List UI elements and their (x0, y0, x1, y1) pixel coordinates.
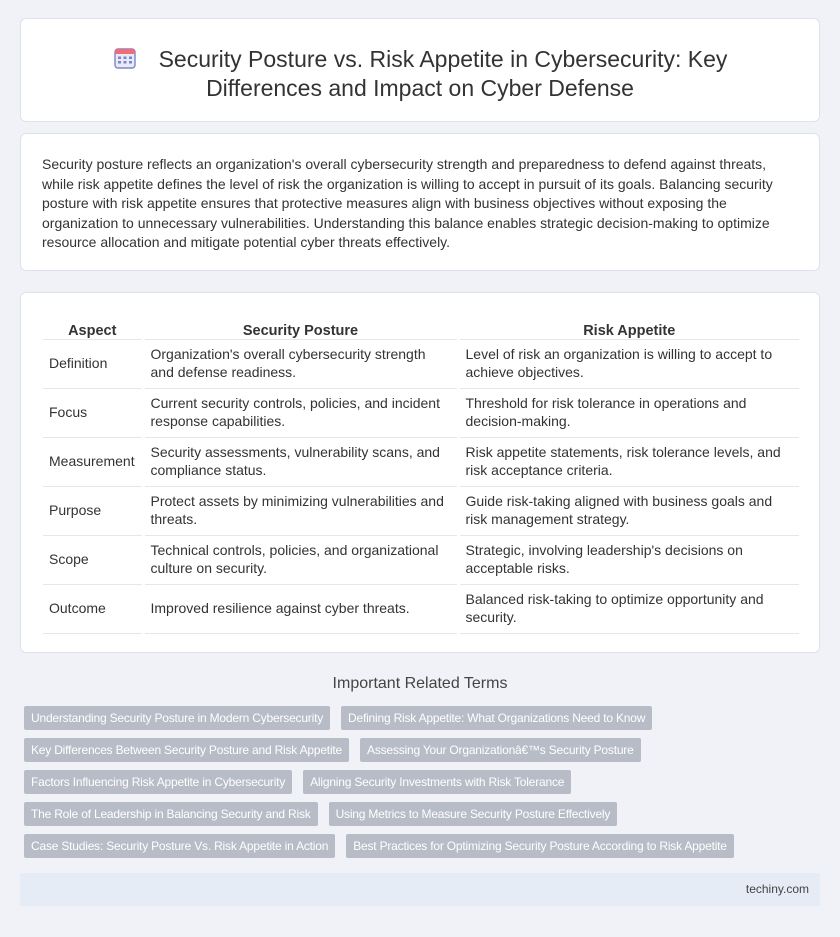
page-title: Security Posture vs. Risk Appetite in Cybersecurity: Key Differences and Impact on Cyber Defense (158, 46, 728, 101)
table-row (43, 535, 799, 584)
related-term-link[interactable]: Defining Risk Appetite: What Organizations Need to Know (341, 706, 652, 730)
related-term-link[interactable]: The Role of Leadership in Balancing Security and Risk (24, 802, 318, 826)
footer-site-link[interactable]: techiny.com (745, 882, 809, 896)
table-row (43, 339, 799, 388)
security-posture-cell: Improved resilience against cyber threats. (143, 584, 458, 633)
table-header-row (43, 315, 799, 339)
related-term-link[interactable]: Using Metrics to Measure Security Posture Effectively (329, 802, 618, 826)
aspect-cell: Definition (43, 339, 143, 388)
risk-appetite-cell: Threshold for risk tolerance in operations and decision-making. (458, 388, 799, 437)
title-card (20, 18, 820, 122)
related-term-link[interactable]: Factors Influencing Risk Appetite in Cybersecurity (24, 770, 292, 794)
risk-appetite-cell: Strategic, involving leadership's decisions on acceptable risks. (458, 535, 799, 584)
aspect-cell: Outcome (43, 584, 143, 633)
related-term-link[interactable]: Key Differences Between Security Posture and Risk Appetite (24, 738, 349, 762)
related-term-link[interactable]: Case Studies: Security Posture Vs. Risk Appetite in Action (24, 834, 335, 858)
tag-row (24, 834, 804, 866)
security-posture-cell: Current security controls, policies, and incident response capabilities. (143, 388, 458, 437)
related-terms-list (24, 706, 804, 866)
table-row (43, 486, 799, 535)
security-posture-cell: Technical controls, policies, and organizational culture on security. (143, 535, 458, 584)
risk-appetite-cell: Balanced risk-taking to optimize opportunity and security. (458, 584, 799, 633)
header-risk-appetite: Risk Appetite (458, 315, 799, 339)
security-posture-cell: Organization's overall cybersecurity strength and defense readiness. (143, 339, 458, 388)
risk-appetite-cell: Level of risk an organization is willing to accept to achieve objectives. (458, 339, 799, 388)
related-term-link[interactable]: Best Practices for Optimizing Security Posture According to Risk Appetite (346, 834, 734, 858)
table-row (43, 388, 799, 437)
related-terms-heading: Important Related Terms (332, 675, 508, 692)
comparison-card (20, 292, 820, 653)
security-posture-cell: Protect assets by minimizing vulnerabilities and threats. (143, 486, 458, 535)
risk-appetite-cell: Risk appetite statements, risk tolerance levels, and risk acceptance criteria. (458, 437, 799, 486)
aspect-cell: Measurement (43, 437, 143, 486)
table-row (43, 437, 799, 486)
related-term-link[interactable]: Understanding Security Posture in Modern Cybersecurity (24, 706, 330, 730)
header-security-posture: Security Posture (143, 315, 458, 339)
risk-appetite-cell: Guide risk-taking aligned with business goals and risk management strategy. (458, 486, 799, 535)
related-term-link[interactable]: Aligning Security Investments with Risk Tolerance (303, 770, 571, 794)
page-title-wrap (21, 45, 819, 103)
intro-paragraph: Security posture reflects an organization's overall cybersecurity strength and preparedness to defend against threats, while risk appetite defines the level of risk the organization is willing to accept in pursuit of its goals. Balancing security posture with risk appetite ensures that protective measures align with business objectives without exposing the organization to unnecessary vulnerabilities. Understanding this balance enables strategic decision-making to optimize resource allocation and mitigate potential cyber threats effectively. (42, 156, 773, 251)
security-posture-cell: Security assessments, vulnerability scans, and compliance status. (143, 437, 458, 486)
header-aspect: Aspect (43, 315, 143, 339)
tag-row (24, 738, 804, 770)
intro-card (20, 133, 820, 271)
tag-row (24, 770, 804, 802)
calendar-icon (113, 46, 137, 70)
tag-row (24, 802, 804, 834)
related-term-link[interactable]: Assessing Your Organizationâ€™s Security Posture (360, 738, 641, 762)
footer (20, 873, 820, 906)
tag-row (24, 706, 804, 738)
aspect-cell: Focus (43, 388, 143, 437)
aspect-cell: Scope (43, 535, 143, 584)
aspect-cell: Purpose (43, 486, 143, 535)
table-row (43, 584, 799, 633)
comparison-table (43, 315, 799, 634)
